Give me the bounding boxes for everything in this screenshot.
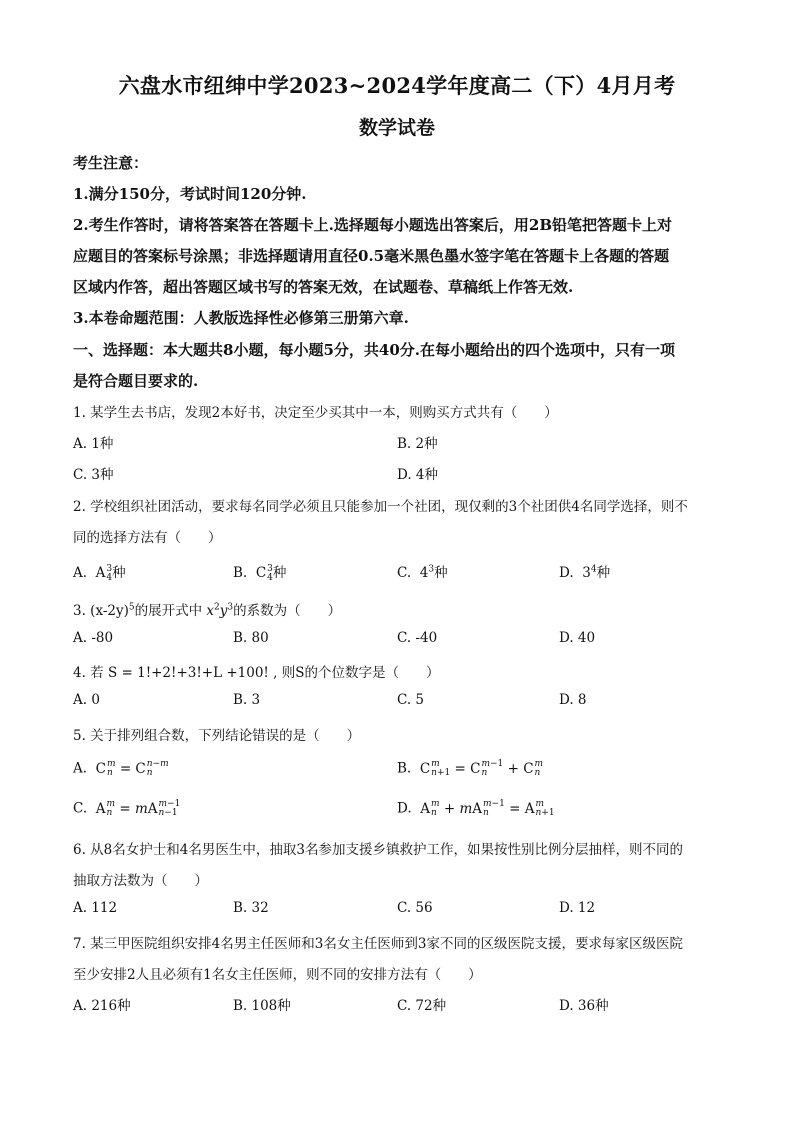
question-4-option-c[interactable]: C. 5 [397,692,425,708]
formula-c: $4^3$ [419,564,435,581]
formula-b: C m n+1 = C m−1 n + C m n [419,759,544,778]
formula-d: A m n + mA m−1 n = A m n+1 [420,799,555,818]
question-7-stem-line-2: 至少安排2人且必须有1名女主任医师，则不同的安排方法有（ ） [73,967,482,983]
question-3-option-a[interactable]: A. -80 [73,630,114,646]
question-1-stem: 1. 某学生去书店，发现2本好书，决定至少买其中一本，则购买方式共有（ ） [73,405,558,421]
question-4-option-d[interactable]: D. 8 [559,692,587,708]
question-6-option-a[interactable]: A. 112 [73,900,118,916]
option-unit: 种 [434,565,448,581]
option-letter: C. [397,565,412,581]
question-7-option-c[interactable]: C. 72种 [397,998,447,1014]
formula-a: A 3 4 [95,563,113,583]
question-5-option-d[interactable] [397,800,555,818]
question-3-stem: 3. $(x-2y)^5$的展开式中 $x^2y^3$的系数为（ ） [73,602,342,619]
question-1-option-b[interactable]: B. 2种 [397,436,438,452]
option-unit: 种 [596,565,611,581]
formula-c: A m n = mA m−1 n−1 [95,799,181,818]
question-5-option-a[interactable] [73,760,169,778]
question-6-option-b[interactable]: B. 32 [233,900,269,916]
exam-title: 六盘水市纽绅中学2023~2024学年度高二（下）4月月考 [118,73,676,98]
question-5-option-c[interactable] [73,800,180,818]
question-3-option-c[interactable]: C. -40 [397,630,438,646]
question-1-option-d[interactable]: D. 4种 [397,467,439,483]
question-3-option-b[interactable]: B. 80 [233,630,269,646]
notice-item-2-line-2: 应题目的答案标号涂黑；非选择题请用直径0.5毫米黑色墨水签字笔在答题卡上各题的答题 [73,247,670,265]
option-letter: A. [73,565,88,581]
stem-text: 的展开式中 [134,603,203,619]
question-6-option-d[interactable]: D. 12 [559,900,596,916]
notice-item-3: 3.本卷命题范围：人教版选择性必修第三册第六章. [73,309,409,327]
section-heading-line-2: 是符合题目要求的. [73,372,199,390]
question-5-option-b[interactable] [397,760,543,778]
option-letter: C. [73,800,88,817]
question-7-option-a[interactable]: A. 216种 [73,998,131,1014]
section-heading-line-1: 一、选择题：本大题共8小题，每小题5分，共40分.在每小题给出的四个选项中，只有一项 [73,341,675,359]
question-6-stem-line-2: 抽取方法数为（ ） [73,873,208,889]
question-2-option-b[interactable] [233,561,286,583]
option-letter: A. [73,760,88,777]
option-unit: 种 [272,565,287,581]
question-7-stem-line-1: 7. 某三甲医院组织安排4名男主任医师和3名女主任医师到3家不同的区级医院支援，要求每家区级医院 [73,936,683,952]
question-7-option-d[interactable]: D. 36种 [559,998,609,1014]
question-6-stem-line-1: 6. 从8名女护士和4名男医生中，抽取3名参加支援乡镇救护工作，如果按性别比例分层抽样，则不同的 [73,842,683,858]
question-7-option-b[interactable]: B. 108种 [233,998,291,1014]
question-6-option-c[interactable]: C. 56 [397,900,433,916]
question-1-option-a[interactable]: A. 1种 [73,436,114,452]
formula-b: C 3 4 [255,563,273,583]
question-5-stem: 5. 关于排列组合数，下列结论错误的是（ ） [73,728,361,744]
option-letter: D. [397,800,412,817]
question-4-stem: 4. 若 S = 1!+2!+3!+L +100! , 则S的个位数字是（ ） [73,665,440,681]
question-2-option-d[interactable] [559,561,610,581]
option-letter: B. [397,760,412,777]
option-unit: 种 [112,565,126,581]
exam-subtitle: 数学试卷 [358,117,435,139]
question-2-stem-line-2: 同的选择方法有（ ） [73,530,222,546]
question-3-option-d[interactable]: D. 40 [559,630,596,646]
question-4-option-b[interactable]: B. 3 [233,692,261,708]
formula-a: C m n = C n−m n [95,759,169,778]
question-1-option-c[interactable]: C. 3种 [73,467,114,483]
notice-heading: 考生注意： [73,154,149,172]
notice-item-2-line-3: 区域内作答，超出答题区域书写的答案无效，在试题卷、草稿纸上作答无效. [73,278,574,296]
stem-text: 的系数为（ ） [233,603,342,619]
question-2-option-c[interactable] [397,561,448,581]
notice-item-2-line-1: 2.考生作答时，请将答案答在答题卡上.选择题每小题选出答案后，用2B铅笔把答题卡上对 [73,216,673,234]
question-4-option-a[interactable]: A. 0 [73,692,100,708]
question-2-option-a[interactable] [73,561,126,583]
formula-d: $3^4$ [582,564,597,581]
question-2-stem-line-1: 2. 学校组织社团活动，要求每名同学必须且只能参加一个社团，现仅剩的3个社团供4名同学选择，则不 [73,499,688,515]
option-letter: B. [233,565,248,581]
expression: 3. (x-2y) [73,603,129,619]
option-letter: D. [559,565,574,581]
notice-item-1: 1.满分150分，考试时间120分钟. [73,185,307,203]
